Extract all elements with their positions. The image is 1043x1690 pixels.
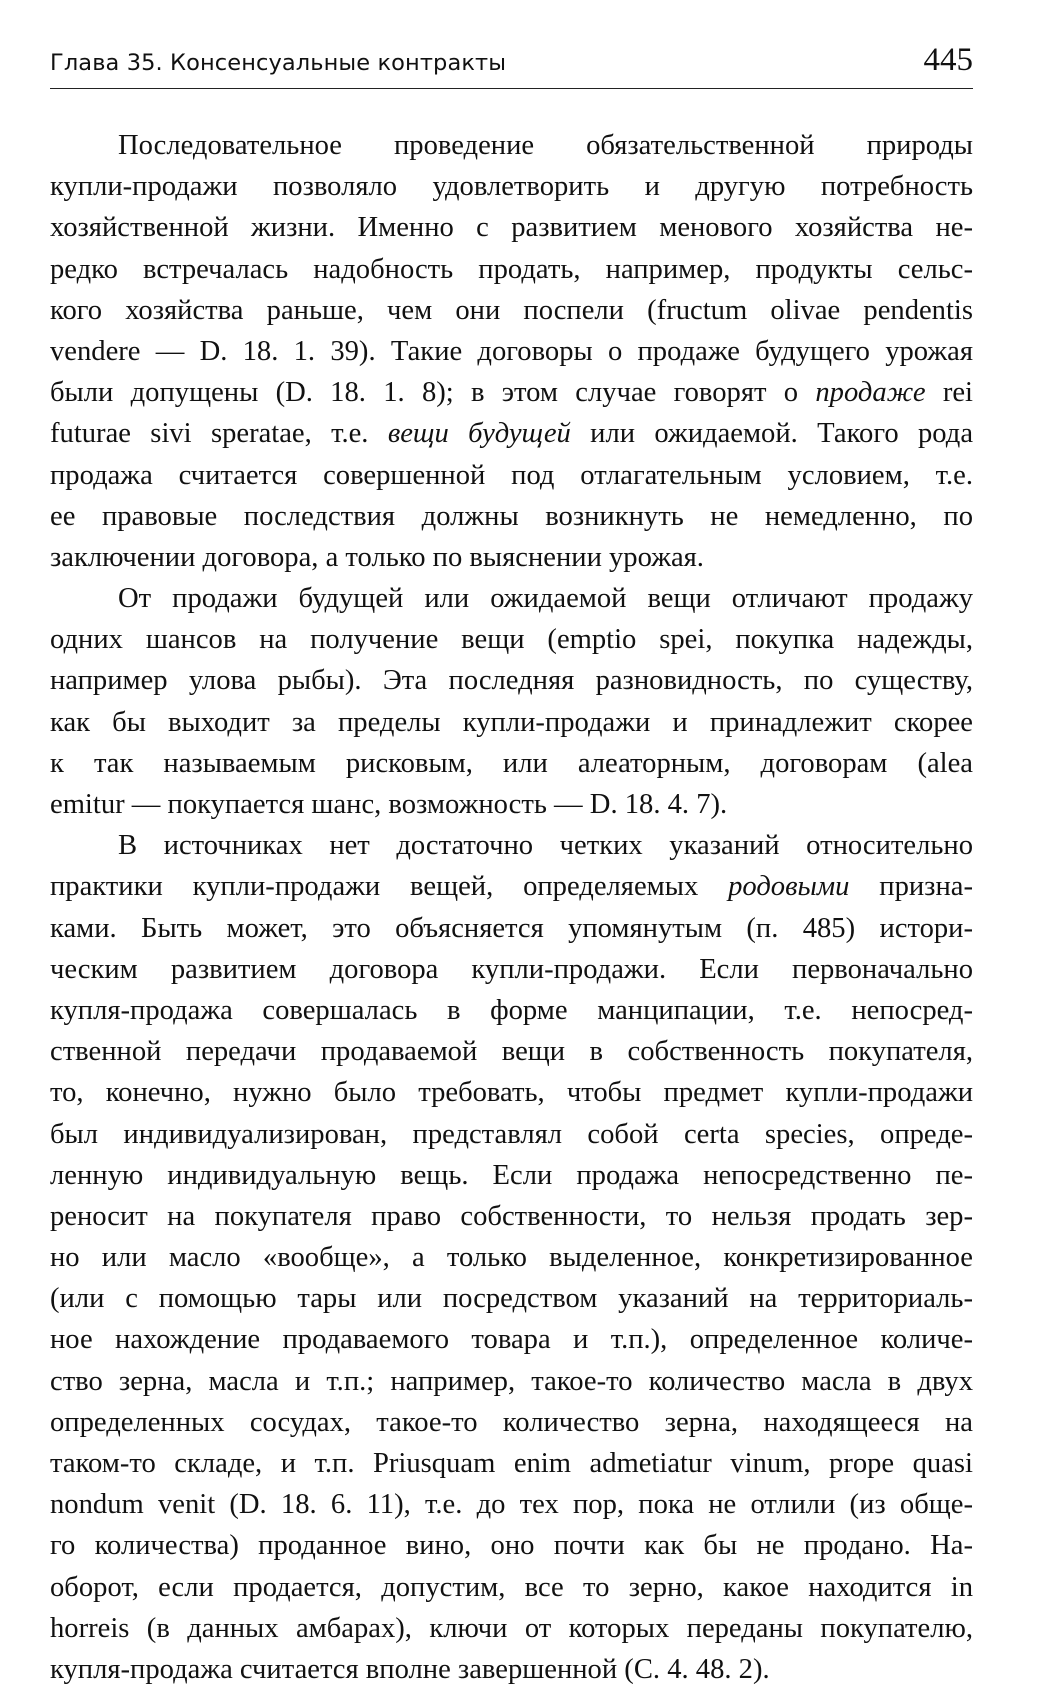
text-line bbox=[50, 1278, 973, 1319]
text-line bbox=[50, 1443, 973, 1484]
text-segment: хозяйственной жизни. Именно с развитием менового хозяйства не- bbox=[50, 212, 973, 244]
text-line bbox=[50, 1196, 973, 1237]
text-line bbox=[50, 125, 973, 166]
text-line bbox=[50, 249, 973, 290]
text-line bbox=[50, 1525, 973, 1566]
text-segment: как бы выходит за пределы купли-продажи и принадлежит скорее bbox=[50, 706, 973, 738]
text-segment: го количества) проданное вино, оно почти как бы не продано. На- bbox=[50, 1530, 973, 1562]
text-segment: ленную индивидуальную вещь. Если продажа непосредственно пе- bbox=[50, 1159, 973, 1191]
text-line bbox=[50, 866, 973, 907]
text-line bbox=[50, 1114, 973, 1155]
text-line bbox=[50, 331, 973, 372]
text-line bbox=[50, 1031, 973, 1072]
text-segment: заключении договора, а только по выяснении урожая. bbox=[50, 541, 704, 573]
text-segment: редко встречалась надобность продать, например, продукты сельс- bbox=[50, 253, 973, 285]
text-segment: купли-продажи позволяло удовлетворить и другую потребность bbox=[50, 171, 973, 203]
text-segment: определенных сосудах, такое-то количество зерна, находящееся на bbox=[50, 1406, 973, 1438]
italic-text: родовыми bbox=[728, 871, 850, 903]
text-segment: практики купли-продажи вещей, определяемых bbox=[50, 871, 729, 903]
text-line bbox=[50, 578, 973, 619]
text-segment: ство зерна, масла и т.п.; например, такое-то количество масла в двух bbox=[50, 1365, 973, 1397]
text-segment: призна- bbox=[849, 871, 973, 903]
text-line bbox=[50, 1402, 973, 1443]
text-line bbox=[50, 660, 973, 701]
body-text bbox=[50, 125, 973, 1690]
text-line bbox=[50, 908, 973, 949]
text-line bbox=[50, 372, 973, 413]
text-segment: ческим развитием договора купли-продажи. Если первоначально bbox=[50, 953, 973, 985]
text-line bbox=[50, 496, 973, 537]
text-segment: но или масло «вообще», а только выделенное, конкретизированное bbox=[50, 1242, 973, 1274]
text-segment: rei bbox=[925, 377, 973, 409]
text-segment: оборот, если продается, допустим, все то зерно, какое находится in bbox=[50, 1571, 973, 1603]
text-segment: то, конечно, нужно было требовать, чтобы предмет купли-продажи bbox=[50, 1077, 973, 1109]
text-line bbox=[50, 413, 973, 454]
text-segment: ственной передачи продаваемой вещи в собственность покупателя, bbox=[50, 1036, 973, 1068]
text-line bbox=[50, 166, 973, 207]
text-line bbox=[50, 702, 973, 743]
text-segment: таком-то складе, и т.п. Priusquam enim admetiatur vinum, prope quasi bbox=[50, 1448, 973, 1479]
text-line bbox=[50, 784, 973, 825]
text-segment: реносит на покупателя право собственности, то нельзя продать зер- bbox=[50, 1200, 973, 1232]
text-segment: были допущены (D. 18. 1. 8); в этом случае говорят о bbox=[50, 377, 816, 409]
text-segment: ное нахождение продаваемого товара и т.п.), определенное количе- bbox=[50, 1324, 973, 1356]
text-segment: horreis (в данных амбарах), ключи от которых переданы покупателю, bbox=[50, 1612, 973, 1644]
text-line bbox=[50, 1361, 973, 1402]
text-segment: vendere — D. 18. 1. 39). Такие договоры о продаже будущего урожая bbox=[50, 335, 973, 367]
text-segment: От продажи будущей или ожидаемой вещи отличают продажу bbox=[118, 583, 973, 615]
text-segment: futurae sivi speratae, т.е. bbox=[50, 418, 388, 450]
text-segment: ками. Быть может, это объясняется упомянутым (п. 485) истори- bbox=[50, 912, 973, 944]
text-line bbox=[50, 990, 973, 1031]
text-line bbox=[50, 619, 973, 660]
text-segment: продажа считается совершенной под отлагательным условием, т.е. bbox=[50, 459, 973, 491]
text-line bbox=[50, 1484, 973, 1525]
text-line bbox=[50, 1649, 973, 1690]
text-line bbox=[50, 743, 973, 784]
text-line bbox=[50, 1319, 973, 1360]
text-line bbox=[50, 1072, 973, 1113]
text-segment: ее правовые последствия должны возникнуть не немедленно, по bbox=[50, 500, 973, 532]
text-segment: emitur — покупается шанс, возможность — D. 18. 4. 7). bbox=[50, 789, 728, 820]
text-segment: nondum venit (D. 18. 6. 11), т.е. до тех пор, пока не отлили (из обще- bbox=[50, 1489, 973, 1521]
text-line bbox=[50, 949, 973, 990]
text-line bbox=[50, 1237, 973, 1278]
italic-text: продаже bbox=[815, 377, 926, 409]
text-line bbox=[50, 290, 973, 331]
text-segment: был индивидуализирован, представлял собой certa species, опреде- bbox=[50, 1118, 973, 1150]
text-segment: или ожидаемой. Такого рода bbox=[570, 418, 974, 450]
text-line bbox=[50, 455, 973, 496]
text-line bbox=[50, 207, 973, 248]
running-header bbox=[50, 40, 973, 89]
text-segment: (или с помощью тары или посредством указаний на территориаль- bbox=[50, 1283, 973, 1315]
text-segment: Последовательное проведение обязательственной природы bbox=[118, 130, 973, 161]
text-segment: одних шансов на получение вещи (emptio spei, покупка надежды, bbox=[50, 624, 973, 656]
italic-text: вещи будущей bbox=[387, 418, 571, 450]
chapter-title: Глава 35. Консенсуальные контракты bbox=[50, 50, 507, 76]
text-segment: кого хозяйства раньше, чем они поспели (fructum olivae pendentis bbox=[50, 294, 973, 326]
text-line bbox=[50, 825, 973, 866]
text-line bbox=[50, 1155, 973, 1196]
text-segment: В источниках нет достаточно четких указаний относительно bbox=[118, 830, 973, 862]
text-line bbox=[50, 537, 973, 578]
text-segment: купля-продажа совершалась в форме манципации, т.е. непосред- bbox=[50, 994, 973, 1026]
text-segment: например улова рыбы). Эта последняя разновидность, по существу, bbox=[50, 665, 973, 697]
page-number: 445 bbox=[923, 42, 973, 78]
text-segment: купля-продажа считается вполне завершенной (С. 4. 48. 2). bbox=[50, 1653, 770, 1685]
text-segment: к так называемым рисковым, или алеаторным, договорам (alea bbox=[50, 747, 973, 779]
text-line bbox=[50, 1567, 973, 1608]
text-line bbox=[50, 1608, 973, 1649]
